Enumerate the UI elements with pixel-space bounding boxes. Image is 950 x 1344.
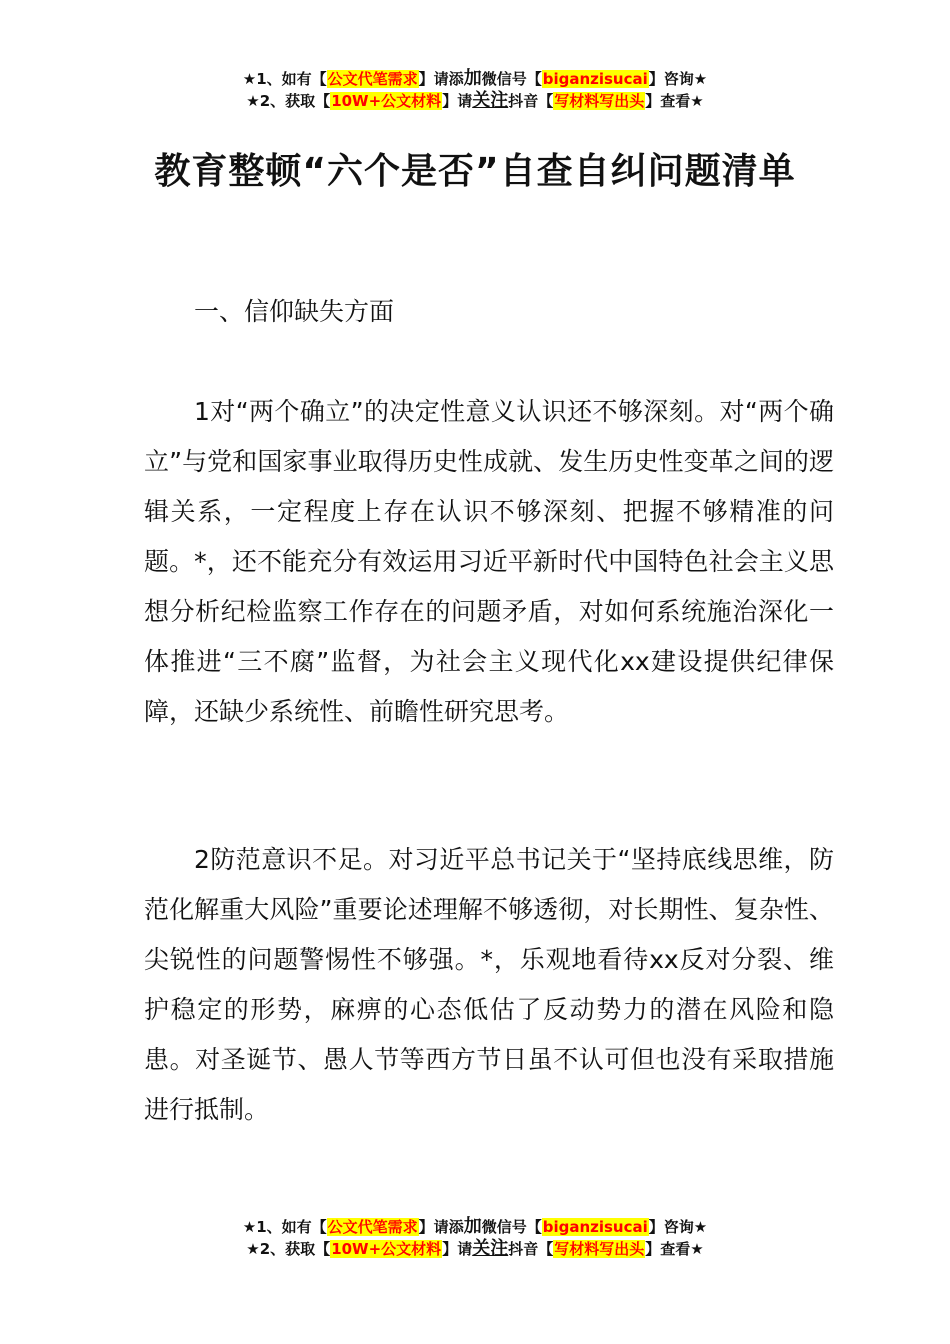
header-banner <box>0 68 950 112</box>
douyin-account-highlight: 写材料写出头 <box>554 1240 645 1258</box>
materials-highlight: 10W+公文材料 <box>331 1240 442 1258</box>
banner-line-2: ★2、获取【10W+公文材料】请关注抖音【写材料写出头】查看★ <box>246 1238 704 1259</box>
wechat-id-highlight: biganzisucai <box>542 70 648 88</box>
douyin-account-highlight: 写材料写出头 <box>554 92 645 110</box>
writing-service-highlight: 公文代笔需求 <box>327 70 418 88</box>
banner-line-1: ★1、如有【公文代笔需求】请添加微信号【biganzisucai】咨询★ <box>242 1216 708 1237</box>
document-title: 教育整顿“六个是否”自查自纠问题清单 <box>154 151 796 192</box>
writing-service-highlight: 公文代笔需求 <box>327 1218 418 1236</box>
paragraph-2: 2防范意识不足。对习近平总书记关于“坚持底线思维，防范化解重大风险”重要论述理解不够透彻，对长期性、复杂性、尖锐性的问题警惕性不够强。*，乐观地看待xx反对分裂、维护稳定的形势，麻痹的心态低估了反动势力的潜在风险和隐患。对圣诞节、愚人节等西方节日虽不认可但也没有采取措施进行抵制。 <box>144 845 834 1124</box>
section-heading: 一、信仰缺失方面 <box>194 297 395 326</box>
banner-line-1: ★1、如有【公文代笔需求】请添加微信号【biganzisucai】咨询★ <box>242 68 708 89</box>
materials-highlight: 10W+公文材料 <box>331 92 442 110</box>
footer-banner <box>0 1216 950 1260</box>
banner-line-2: ★2、获取【10W+公文材料】请关注抖音【写材料写出头】查看★ <box>246 90 704 111</box>
paragraph-1: 1对“两个确立”的决定性意义认识还不够深刻。对“两个确立”与党和国家事业取得历史性成就、发生历史性变革之间的逻辑关系，一定程度上存在认识不够深刻、把握不够精准的问题。*，还不能充分有效运用习近平新时代中国特色社会主义思想分析纪检监察工作存在的问题矛盾，对如何系统施治深化一体推进“三不腐”监督，为社会主义现代化xx建设提供纪律保障，还缺少系统性、前瞻性研究思考。 <box>144 397 834 726</box>
wechat-id-highlight: biganzisucai <box>542 1218 648 1236</box>
